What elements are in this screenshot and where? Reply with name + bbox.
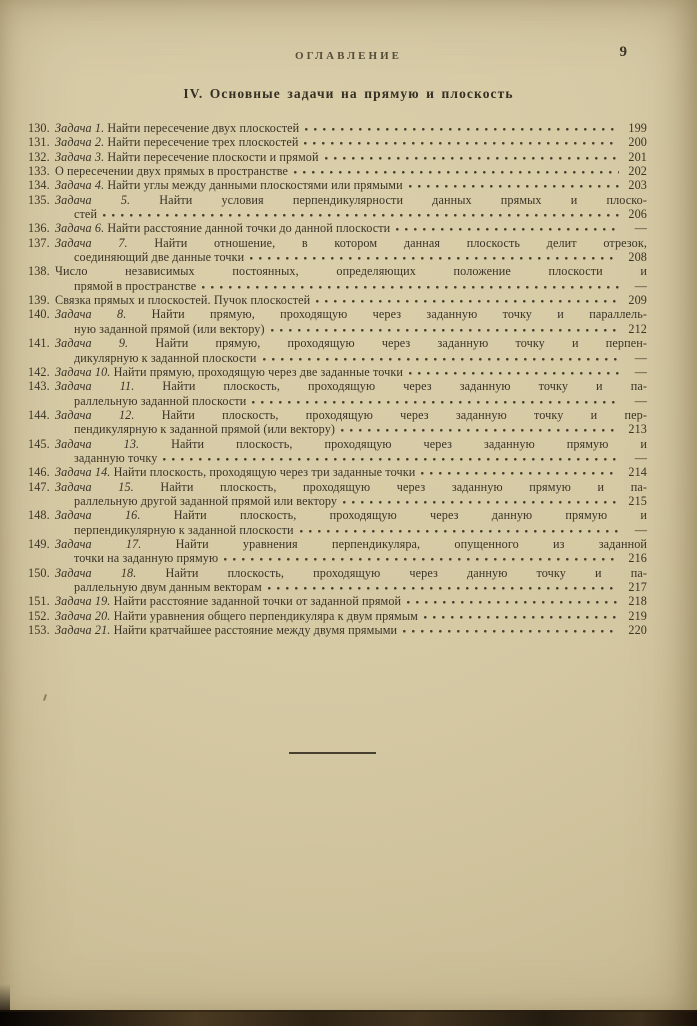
toc-entry — [28, 408, 647, 437]
entry-page-ref: 208 — [628, 250, 647, 265]
toc-entry-line — [28, 336, 647, 350]
entry-text: Задача 16. Найти плоскость, проходящую через данную прямую и — [55, 508, 647, 523]
entry-text: Число независимых постоянных, определяющих положение плоскости и — [55, 264, 647, 279]
entry-text: Задача 11. Найти плоскость, проходящую через заданную точку и па- — [55, 379, 647, 394]
toc-entry — [28, 178, 647, 192]
entry-task-label: Задача 13. — [55, 436, 172, 451]
entry-page-ref: 220 — [628, 623, 647, 638]
entry-page-ref: — — [634, 221, 647, 236]
entry-text: Задача 2. Найти пересечение трех плоскостей — [55, 135, 299, 150]
entry-task-label: Задача 14. — [55, 465, 114, 480]
toc-entry — [28, 465, 647, 479]
toc-entry-continuation-line — [28, 580, 647, 594]
entry-text: Задача 10. Найти прямую, проходящую через две заданные точки — [55, 364, 403, 379]
entry-number: 153. — [28, 623, 50, 638]
toc-entry-line — [28, 480, 647, 494]
entry-number: 140. — [28, 307, 50, 322]
ink-speck — [43, 694, 47, 701]
entry-text: заданную точку — [74, 450, 158, 465]
toc-entry — [28, 379, 647, 408]
entry-text: Задача 12. Найти плоскость, проходящую через заданную точку и пер- — [55, 407, 647, 422]
entry-text: Задача 5. Найти условия перпендикулярности данных прямых и плоско- — [55, 192, 648, 207]
toc-entry-line — [28, 307, 647, 321]
toc-entry-line — [28, 150, 647, 164]
entry-page-ref: 200 — [628, 135, 647, 150]
entry-text: соединяющий две данные точки — [74, 250, 245, 265]
entry-text: Задача 6. Найти расстояние данной точки до данной плоскости — [55, 221, 391, 236]
entry-task-label: Задача 11. — [55, 379, 163, 394]
entry-task-label: Задача 5. — [55, 192, 160, 207]
entry-task-label: Задача 2. — [55, 135, 108, 150]
toc-entry — [28, 135, 647, 149]
dot-leader — [300, 525, 619, 534]
entry-number: 142. — [28, 364, 50, 379]
toc-entry — [28, 594, 647, 608]
entry-task-label: Задача 19. — [55, 594, 114, 609]
toc-entry-line — [28, 609, 647, 623]
toc-entry — [28, 537, 647, 566]
dot-leader — [396, 223, 619, 232]
toc-entry-line — [28, 408, 647, 422]
toc-entry-line — [28, 365, 647, 379]
entry-text: пендикулярную к заданной прямой (или вектору) — [74, 422, 336, 437]
toc-entry — [28, 365, 647, 379]
toc-entry-continuation-line — [28, 451, 647, 465]
entry-text: Задача 20. Найти уравнения общего перпендикуляра к двум прямым — [55, 608, 418, 623]
dot-leader — [271, 324, 619, 333]
entry-task-label: Задача 4. — [55, 178, 108, 193]
toc-entry — [28, 293, 647, 307]
entry-text: точки на заданную прямую — [74, 551, 219, 566]
toc-entry-line — [28, 623, 647, 637]
entry-text: Задача 19. Найти расстояние заданной точки от заданной прямой — [55, 594, 402, 609]
toc-entry-line — [28, 264, 647, 278]
toc-entry-line — [28, 236, 647, 250]
dot-leader — [409, 180, 619, 189]
toc-entry-continuation-line — [28, 322, 647, 336]
toc-entry-line — [28, 221, 647, 235]
toc-entry-line — [28, 293, 647, 307]
toc-entry-line — [28, 465, 647, 479]
dot-leader — [424, 611, 619, 620]
entry-task-label: Задача 15. — [55, 479, 161, 494]
entry-text: Задача 7. Найти отношение, в котором данная плоскость делит отрезок, — [55, 235, 647, 250]
page-number: 9 — [619, 44, 627, 60]
entry-number: 149. — [28, 536, 50, 551]
dot-leader — [268, 582, 619, 591]
entry-task-label: Задача 18. — [55, 565, 166, 580]
entry-number: 131. — [28, 135, 50, 150]
entry-number: 139. — [28, 293, 50, 308]
toc-entry — [28, 307, 647, 336]
toc-entry — [28, 193, 647, 222]
toc-entry — [28, 566, 647, 595]
entry-page-ref: 216 — [628, 551, 647, 566]
entry-task-label: Задача 3. — [55, 149, 108, 164]
toc-list — [28, 121, 647, 637]
toc-entry — [28, 623, 647, 637]
entry-page-ref: 202 — [628, 164, 647, 179]
dot-leader — [421, 467, 619, 476]
dot-leader — [103, 209, 619, 218]
toc-entry-line — [28, 594, 647, 608]
separator-rule — [289, 752, 376, 754]
dot-leader — [341, 424, 619, 433]
entry-task-label: Задача 21. — [55, 623, 114, 638]
entry-task-label: Задача 6. — [55, 221, 108, 236]
entry-page-ref: 199 — [628, 121, 647, 135]
section-title: IV. Основные задачи на прямую и плоскость — [183, 86, 514, 101]
entry-text: Задача 13. Найти плоскость, проходящую через заданную прямую и — [55, 436, 647, 451]
entry-number: 135. — [28, 192, 50, 207]
entry-page-ref: — — [634, 522, 647, 537]
toc-entry — [28, 164, 647, 178]
entry-number: 141. — [28, 336, 50, 351]
entry-text: прямой в пространстве — [74, 278, 197, 293]
entry-page-ref: — — [634, 450, 647, 465]
toc-entry-continuation-line — [28, 551, 647, 565]
toc-entry-line — [28, 121, 647, 135]
entry-page-ref: — — [634, 364, 647, 379]
entry-text: Задача 3. Найти пересечение плоскости и прямой — [55, 149, 319, 164]
toc-entry-line — [28, 508, 647, 522]
entry-number: 145. — [28, 436, 50, 451]
toc-entry-continuation-line — [28, 279, 647, 293]
entry-text: ную заданной прямой (или вектору) — [74, 321, 265, 336]
entry-page-ref: 215 — [628, 493, 647, 508]
entry-page-ref: 218 — [628, 594, 647, 609]
toc-entry — [28, 336, 647, 365]
entry-number: 138. — [28, 264, 50, 279]
toc-entry-continuation-line — [28, 394, 647, 408]
entry-page-ref: 213 — [628, 422, 647, 437]
entry-task-label: Задача 17. — [55, 536, 176, 551]
entry-number: 144. — [28, 407, 50, 422]
entry-page-ref: 206 — [628, 207, 647, 222]
entry-page-ref: — — [634, 393, 647, 408]
entry-page-ref: 209 — [628, 293, 647, 308]
entry-text: стей — [74, 207, 98, 222]
dot-leader — [304, 137, 619, 146]
entry-text: Задача 1. Найти пересечение двух плоскостей — [55, 121, 300, 135]
entry-text: Задача 4. Найти углы между данными плоскостями или прямыми — [55, 178, 403, 193]
entry-task-label: Задача 20. — [55, 608, 114, 623]
entry-number: 152. — [28, 608, 50, 623]
toc-entry — [28, 437, 647, 466]
toc-entry — [28, 121, 647, 135]
entry-number: 143. — [28, 379, 50, 394]
dot-leader — [250, 252, 619, 261]
entry-text: раллельную заданной плоскости — [74, 393, 247, 408]
dot-leader — [325, 152, 619, 161]
entry-text: Задача 17. Найти уравнения перпендикуляра, опущенного из заданной — [55, 536, 648, 551]
entry-text: Задача 8. Найти прямую, проходящую через заданную точку и параллель- — [55, 307, 648, 322]
entry-page-ref: 203 — [628, 178, 647, 193]
entry-text: Задача 9. Найти прямую, проходящую через заданную точку и перпен- — [55, 336, 647, 351]
dot-leader — [316, 295, 619, 304]
toc-entry-line — [28, 193, 647, 207]
toc-entry — [28, 150, 647, 164]
dot-leader — [224, 553, 619, 562]
toc-entry-line — [28, 566, 647, 580]
entry-page-ref: — — [634, 350, 647, 365]
entry-number: 137. — [28, 235, 50, 250]
entry-page-ref: 212 — [628, 321, 647, 336]
dot-leader — [403, 625, 619, 634]
entry-text: раллельную другой заданной прямой или вектору — [74, 493, 338, 508]
entry-text: Связка прямых и плоскостей. Пучок плоскостей — [55, 293, 311, 308]
entry-number: 130. — [28, 121, 50, 135]
entry-page-ref: 214 — [628, 465, 647, 480]
dot-leader — [305, 123, 619, 132]
entry-number: 136. — [28, 221, 50, 236]
toc-entry-line — [28, 164, 647, 178]
dot-leader — [163, 453, 619, 462]
entry-text: Задача 18. Найти плоскость, проходящую через данную точку и па- — [55, 565, 648, 580]
toc-entry-continuation-line — [28, 422, 647, 436]
entry-page-ref: 201 — [628, 149, 647, 164]
entry-task-label: Задача 9. — [55, 336, 156, 351]
toc-entry — [28, 480, 647, 509]
entry-number: 151. — [28, 594, 50, 609]
toc-entry-line — [28, 379, 647, 393]
entry-number: 150. — [28, 565, 50, 580]
dot-leader — [202, 281, 619, 290]
entry-text: раллельную двум данным векторам — [74, 580, 262, 594]
dot-leader — [252, 396, 619, 405]
entry-task-label: Задача 16. — [55, 508, 174, 523]
toc-entry-continuation-line — [28, 250, 647, 264]
dot-leader — [294, 166, 619, 175]
entry-text: Задача 21. Найти кратчайшее расстояние между двумя прямыми — [55, 623, 398, 638]
toc-entry-line — [28, 178, 647, 192]
toc-entry-continuation-line — [28, 494, 647, 508]
toc-entry-continuation-line — [28, 207, 647, 221]
entry-number: 146. — [28, 465, 50, 480]
entry-text: Задача 15. Найти плоскость, проходящую через заданную прямую и па- — [55, 479, 648, 494]
toc-entry — [28, 236, 647, 265]
entry-number: 148. — [28, 508, 50, 523]
dot-leader — [263, 353, 619, 362]
toc-entry — [28, 508, 647, 537]
entry-task-label: Задача 12. — [55, 407, 162, 422]
entry-number: 134. — [28, 178, 50, 193]
toc-entry — [28, 609, 647, 623]
entry-task-label: Задача 10. — [55, 364, 114, 379]
entry-page-ref: — — [634, 278, 647, 293]
scan-bottom-edge — [0, 1010, 697, 1026]
toc-entry-line — [28, 135, 647, 149]
dot-leader — [343, 496, 619, 505]
toc-entry-line — [28, 537, 647, 551]
entry-number: 132. — [28, 149, 50, 164]
entry-number: 147. — [28, 479, 50, 494]
entry-text: Задача 14. Найти плоскость, проходящую через три заданные точки — [55, 465, 416, 480]
entry-text: перпендикулярную к заданной плоскости — [74, 522, 294, 537]
toc-entry-continuation-line — [28, 351, 647, 365]
toc-entry-continuation-line — [28, 523, 647, 537]
entry-task-label: Задача 1. — [55, 121, 108, 135]
entry-task-label: Задача 8. — [55, 307, 152, 322]
entry-text: дикулярную к заданной плоскости — [74, 350, 257, 365]
entry-page-ref: 217 — [628, 580, 647, 594]
toc-entry — [28, 264, 647, 293]
dot-leader — [407, 596, 619, 605]
entry-text: О пересечении двух прямых в пространстве — [55, 164, 288, 179]
toc-entry-line — [28, 437, 647, 451]
entry-task-label: Задача 7. — [55, 235, 155, 250]
entry-page-ref: 219 — [628, 608, 647, 623]
toc-entry — [28, 221, 647, 235]
running-head: ОГЛАВЛЕНИЕ — [295, 50, 402, 62]
entry-number: 133. — [28, 164, 50, 179]
dot-leader — [409, 367, 619, 376]
